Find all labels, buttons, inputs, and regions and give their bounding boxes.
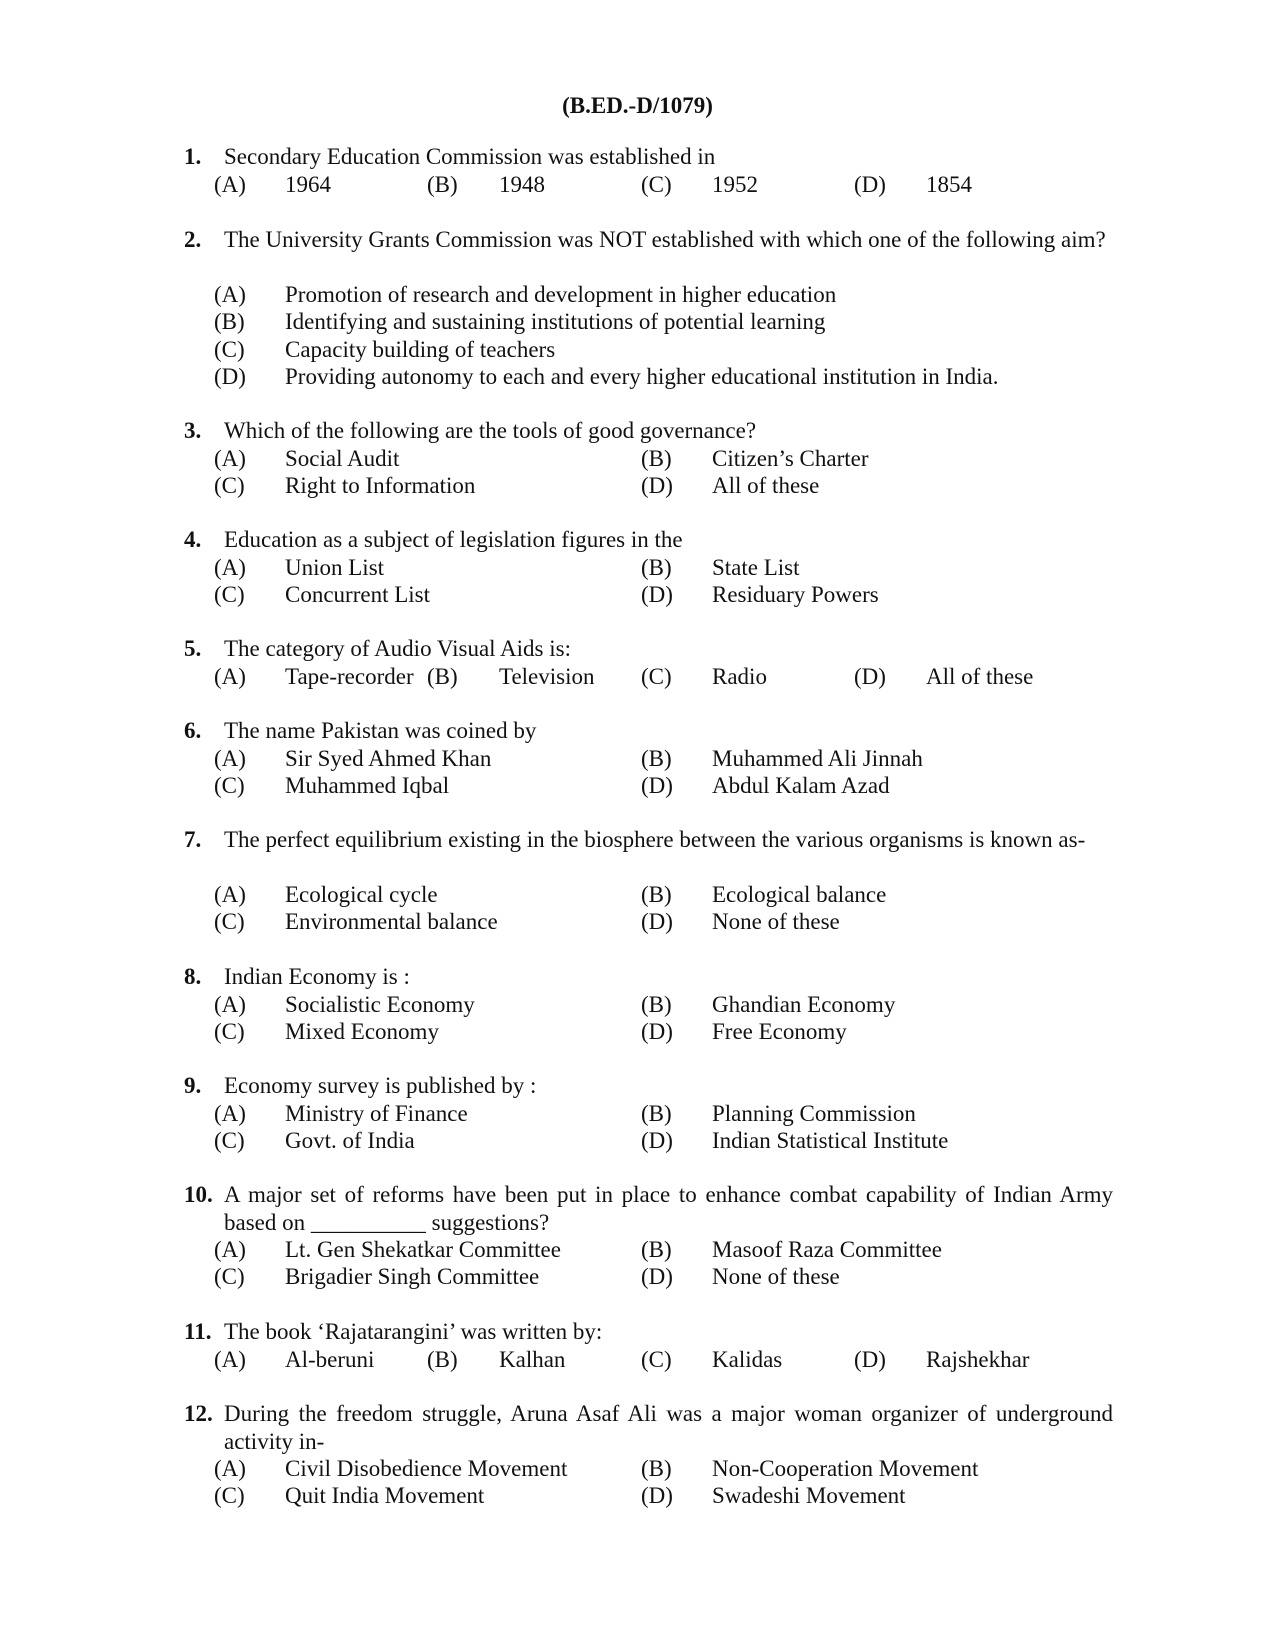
question-8 [0,963,1275,1044]
option-text-c: Muhammed Iqbal [285,773,450,798]
question-11 [0,1318,1275,1372]
option-text-d: All of these [712,473,820,498]
option-letter-a: (A) [214,446,246,471]
question-number: 7. [184,827,202,852]
option-text-b: Citizen’s Charter [712,446,869,471]
option-text-c: Radio [712,664,767,689]
question-number: 10. [184,1182,213,1207]
option-text-d: Residuary Powers [712,582,879,607]
option-letter-c: (C) [214,1483,245,1508]
option-text-d: Rajshekhar [926,1347,1030,1372]
option-text-d: Indian Statistical Institute [712,1128,949,1153]
option-letter-d: (D) [641,909,673,934]
option-letter-b: (B) [427,172,458,197]
option-letter-c: (C) [214,909,245,934]
option-letter-b: (B) [641,446,672,471]
option-letter-b: (B) [641,555,672,580]
option-letter-d: (D) [641,473,673,498]
option-text-c: Concurrent List [285,582,430,607]
option-letter-c: (C) [641,1347,672,1372]
option-letter-d: (D) [641,1483,673,1508]
question-number: 11. [184,1319,212,1344]
option-letter-c: (C) [214,773,245,798]
option-text-c: Kalidas [712,1347,783,1372]
option-text-b: 1948 [499,172,545,197]
option-letter-d: (D) [854,172,886,197]
question-text: The perfect equilibrium existing in the biosphere between the various organisms is known as- [224,827,1086,852]
option-letter-c: (C) [214,473,245,498]
question-number: 12. [184,1401,213,1426]
option-text-c: Brigadier Singh Committee [285,1264,540,1289]
option-text-a: 1964 [285,172,331,197]
option-text-b: Planning Commission [712,1101,916,1126]
option-letter-a: (A) [214,664,246,689]
option-text-d: Swadeshi Movement [712,1483,906,1508]
option-letter-a: (A) [214,992,246,1017]
option-text-b: Muhammed Ali Jinnah [712,746,923,771]
option-letter-b: (B) [641,992,672,1017]
question-text: Indian Economy is : [224,964,410,989]
option-letter-a: (A) [214,746,246,771]
question-5 [0,635,1275,689]
option-letter-a: (A) [214,1347,246,1372]
option-text-b: State List [712,555,800,580]
question-7 [0,826,1275,934]
question-4 [0,526,1275,607]
question-6 [0,717,1275,798]
question-number: 4. [184,527,202,552]
option-letter-b: (B) [214,309,245,334]
option-letter-a: (A) [214,1456,246,1481]
option-letter-a: (A) [214,555,246,580]
option-letter-d: (D) [641,1264,673,1289]
option-text-b: Identifying and sustaining institutions of potential learning [285,309,826,334]
question-number: 2. [184,227,202,252]
option-text-d: Abdul Kalam Azad [712,773,890,798]
option-text-c: Right to Information [285,473,476,498]
option-letter-d: (D) [854,1347,886,1372]
option-letter-b: (B) [641,1456,672,1481]
question-text: Economy survey is published by : [224,1073,537,1098]
question-number: 5. [184,636,202,661]
option-letter-c: (C) [214,582,245,607]
question-3 [0,417,1275,498]
option-text-a: Civil Disobedience Movement [285,1456,568,1481]
option-letter-c: (C) [641,664,672,689]
option-letter-d: (D) [641,582,673,607]
question-9 [0,1072,1275,1153]
question-1 [0,143,1275,197]
option-letter-d: (D) [641,1128,673,1153]
option-letter-d: (D) [641,773,673,798]
question-number: 8. [184,964,202,989]
option-text-b: Non-Cooperation Movement [712,1456,979,1481]
question-number: 3. [184,418,202,443]
option-text-b: Masoof Raza Committee [712,1237,942,1262]
option-text-c: Capacity building of teachers [285,337,556,362]
option-text-d: None of these [712,1264,840,1289]
question-number: 9. [184,1073,202,1098]
option-letter-b: (B) [641,882,672,907]
question-text: Secondary Education Commission was established in [224,144,716,169]
option-letter-a: (A) [214,1237,246,1262]
option-text-c: Quit India Movement [285,1483,485,1508]
question-text: The category of Audio Visual Aids is: [224,636,571,661]
option-text-c: Environmental balance [285,909,498,934]
option-text-d: All of these [926,664,1034,689]
option-letter-a: (A) [214,172,246,197]
option-text-a: Promotion of research and development in higher education [285,282,837,307]
option-letter-a: (A) [214,1101,246,1126]
option-text-a: Social Audit [285,446,400,471]
option-letter-b: (B) [641,1101,672,1126]
question-number: 6. [184,718,202,743]
question-2 [0,226,1275,389]
option-letter-b: (B) [641,746,672,771]
option-letter-b: (B) [641,1237,672,1262]
option-letter-b: (B) [427,1347,458,1372]
option-letter-c: (C) [214,1019,245,1044]
question-text: A major set of reforms have been put in place to enhance combat capability of Indian Army based on __________ suggestions? [224,1182,1113,1235]
question-text: The University Grants Commission was NOT established with which one of the following aim? [224,227,1106,252]
option-text-c: Mixed Economy [285,1019,439,1044]
option-letter-a: (A) [214,882,246,907]
option-text-b: Ghandian Economy [712,992,896,1017]
question-10 [0,1181,1275,1289]
option-text-a: Ministry of Finance [285,1101,468,1126]
option-text-d: None of these [712,909,840,934]
option-text-a: Ecological cycle [285,882,438,907]
option-text-b: Kalhan [499,1347,566,1372]
option-text-c: Govt. of India [285,1128,415,1153]
option-letter-b: (B) [427,664,458,689]
question-number: 1. [184,144,202,169]
page-title: (B.ED.-D/1079) [562,93,713,118]
option-text-a: Union List [285,555,385,580]
option-text-d: Free Economy [712,1019,847,1044]
option-letter-c: (C) [214,1128,245,1153]
option-letter-d: (D) [854,664,886,689]
option-letter-c: (C) [214,1264,245,1289]
question-text: The name Pakistan was coined by [224,718,537,743]
option-text-a: Tape-recorder [285,664,414,689]
option-letter-c: (C) [641,172,672,197]
option-letter-d: (D) [641,1019,673,1044]
option-letter-d: (D) [214,364,246,389]
option-text-a: Al-beruni [285,1347,375,1372]
question-12 [0,1400,1275,1508]
option-text-a: Lt. Gen Shekatkar Committee [285,1237,561,1262]
option-text-b: Ecological balance [712,882,887,907]
option-letter-c: (C) [214,337,245,362]
option-text-b: Television [499,664,595,689]
option-text-d: Providing autonomy to each and every higher educational institution in India. [285,364,999,389]
option-text-c: 1952 [712,172,758,197]
option-letter-a: (A) [214,282,246,307]
option-text-a: Socialistic Economy [285,992,475,1017]
option-text-a: Sir Syed Ahmed Khan [285,746,492,771]
question-text: During the freedom struggle, Aruna Asaf Ali was a major woman organizer of underground activity in- [224,1401,1113,1454]
option-text-d: 1854 [926,172,972,197]
question-text: Education as a subject of legislation figures in the [224,527,683,552]
question-text: The book ‘Rajatarangini’ was written by: [224,1319,603,1344]
question-text: Which of the following are the tools of good governance? [224,418,757,443]
